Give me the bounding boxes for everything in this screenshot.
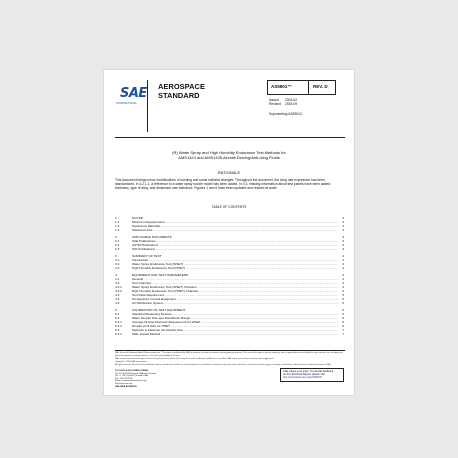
phone-2: Tel: +1 724-776-4970 (outside USA) xyxy=(115,375,149,378)
toc-number: 5.3 xyxy=(115,328,120,332)
toc-page: 5 xyxy=(342,312,344,316)
toc-title: Hazardous Materials ..... xyxy=(132,224,338,228)
issued-date: 2003-02 xyxy=(285,98,298,102)
toc-number: 5.1 xyxy=(115,312,120,316)
toc-number: 5.2.2 xyxy=(115,324,122,328)
header-divider xyxy=(115,137,345,138)
toc-title: Test Chamber ..... xyxy=(132,281,338,285)
toc-title: General ..... xyxy=(132,277,338,281)
toc-page: 5 xyxy=(342,293,344,297)
document-header xyxy=(115,80,345,142)
toc-title: Methods to Measure the Droplet Size ..... xyxy=(132,328,338,332)
toc-number: 4.2.2 xyxy=(115,289,122,293)
toc-row[interactable] xyxy=(115,228,344,232)
toc-title: APPLICABLE DOCUMENTS xyxy=(132,235,172,239)
toc-number: 4.3 xyxy=(115,293,120,297)
order-heading: TO PLACE A DOCUMENT ORDER: xyxy=(115,370,149,372)
copyright-line: Copyright © 2018 SAE International xyxy=(115,360,147,363)
issued-label: Issued xyxy=(269,98,279,102)
toc-page: 6 xyxy=(342,316,344,320)
toc-number: 2.2 xyxy=(115,243,120,247)
toc-page: 4 xyxy=(342,289,344,293)
toc-title: SAE Publications ..... xyxy=(132,239,338,243)
toc-page: 3 xyxy=(342,247,344,251)
page-title xyxy=(158,82,205,100)
toc-page: 4 xyxy=(342,281,344,285)
document-page xyxy=(104,70,354,395)
toc-title: Introduction ..... xyxy=(132,258,338,262)
revision-box xyxy=(307,80,336,95)
toc-number: 2.1 xyxy=(115,239,120,243)
toc-page: 5 xyxy=(342,308,344,312)
logo-subtext: INTERNATIONAL xyxy=(116,102,138,105)
toc-title: Temperature Control Equipment ..... xyxy=(132,297,338,301)
order-contact xyxy=(115,370,235,386)
toc-heading: TABLE OF CONTENTS xyxy=(211,205,247,209)
title-line-2: STANDARD xyxy=(158,91,200,100)
toc-title: ASTM Publications ..... xyxy=(132,243,338,247)
fax: Fax: 724-776-0790 xyxy=(115,377,133,380)
toc-number: 2.3 xyxy=(115,247,120,251)
toc-row[interactable] xyxy=(115,332,344,336)
toc-title: Air Distribution System ..... xyxy=(132,301,338,305)
toc-title: Test Plate Requirement ..... xyxy=(132,293,338,297)
toc-page: 4 xyxy=(342,277,344,281)
toc-title: High Humidity Endurance Test (HHET) Chamber ..... xyxy=(132,289,338,293)
rationale-text: This document brings minor modifications of wording and some editorial changes. Throughout the document, the icing rate expression has been standardized. In 4.2.1.1, a reference to a water spray nozzle model has been added. In 4.3, missing information about test panels have been added, thickness, type of alloy, and dimension size tolerance. Figures 1 and 6 have been updated and resized at scale. xyxy=(115,178,331,191)
toc-page: 3 xyxy=(342,228,344,232)
document-title-line-1: (R) Water Spray and High Humidity Endurance Test Methods for xyxy=(172,150,286,155)
toc-number: 5.2.1 xyxy=(115,320,122,324)
feedback-box xyxy=(280,368,344,382)
toc-number: 5.2 xyxy=(115,316,120,320)
toc-title: SUMMARY OF TEST xyxy=(132,254,162,258)
toc-page: 6 xyxy=(342,324,344,328)
toc-page: 3 xyxy=(342,224,344,228)
toc-number: 1. xyxy=(115,216,118,220)
phone-1: Tel: 877-606-7323 (inside USA and Canada) xyxy=(115,372,156,375)
legal-notice-p4: All rights reserved. No part of this publication may be reproduced, stored in a retrieval system or transmitted, in any form or by any means, electronic, mechanical, photocopying, recording, or otherwise, without the prior written permission of SAE. xyxy=(115,363,332,366)
toc-number: 1.3 xyxy=(115,228,120,232)
toc-title: Standard Measuring Devices ..... xyxy=(132,312,338,316)
toc-row[interactable] xyxy=(115,301,344,305)
revised-date: 2018-09 xyxy=(285,102,298,107)
toc-page: 3 xyxy=(342,243,344,247)
email[interactable]: Email: CustomerService@sae.org xyxy=(115,380,147,383)
toc-number: 3.3 xyxy=(115,266,120,270)
toc-title: Average Droplet Diameter Requirement for WSET ..... xyxy=(132,320,338,324)
toc-page: 4 xyxy=(342,273,344,277)
web-address-label: SAE WEB ADDRESS: xyxy=(115,386,138,388)
feedback-line-2: on this Technical Report, please visit xyxy=(283,373,325,377)
toc-title: SCOPE xyxy=(132,216,143,220)
toc-title: Water Spray Endurance Test (WSET) Chamber ..... xyxy=(132,285,338,289)
toc-page: 3 xyxy=(342,235,344,239)
toc-number: 1.1 xyxy=(115,220,120,224)
toc-row[interactable] xyxy=(115,247,344,251)
toc-number: 3.2 xyxy=(115,262,120,266)
toc-number: 4.5 xyxy=(115,301,120,305)
legal-notice xyxy=(115,352,344,367)
toc-page: 7 xyxy=(342,332,344,336)
toc-title: Droplet Limit Size for HHET ..... xyxy=(132,324,338,328)
footer-divider xyxy=(115,350,345,351)
toc-title: Slide Impact Method ..... xyxy=(132,332,338,336)
toc-title: Minimum Requirements ..... xyxy=(132,220,338,224)
table-of-contents xyxy=(115,213,344,336)
document-title-line-2: AMS1424 and AMS1428 Aircraft Deicing/Anti-Icing Fluids xyxy=(178,155,280,160)
toc-number: 4.1 xyxy=(115,277,120,281)
revision-label: REV. D xyxy=(313,84,328,89)
toc-page: 3 xyxy=(342,239,344,243)
toc-number: 5. xyxy=(115,308,118,312)
toc-title: CALIBRATION OF TEST EQUIPMENT xyxy=(132,308,186,312)
feedback-line-1: SAE values your input. To provide feedback xyxy=(283,370,334,373)
title-line-1: AEROSPACE xyxy=(158,82,205,91)
logo-text: SAE xyxy=(120,86,147,101)
toc-page: 3 xyxy=(342,216,344,220)
toc-page: 5 xyxy=(342,297,344,301)
standard-number-box xyxy=(267,80,309,95)
sae-logo xyxy=(115,80,148,132)
toc-page: 4 xyxy=(342,266,344,270)
legal-notice-p2: SAE reviews each technical report at least every five years at which time it may be revised, reaffirmed, stabilized, or cancelled. SAE invites your written comments and suggestions. xyxy=(115,357,275,360)
revised-label: Revised xyxy=(269,102,281,107)
toc-title: ISO Publications ..... xyxy=(132,247,338,251)
website-link[interactable]: http://www.sae.org xyxy=(115,382,133,385)
toc-page: 4 xyxy=(342,254,344,258)
toc-number: 4.2 xyxy=(115,281,120,285)
toc-number: 4. xyxy=(115,273,118,277)
standard-number: AS5901™ xyxy=(271,84,292,89)
toc-page: 6 xyxy=(342,320,344,324)
toc-title: Water Droplet Size and Distribution Range ..... xyxy=(132,316,338,320)
toc-page: 4 xyxy=(342,262,344,266)
toc-page: 7 xyxy=(342,328,344,332)
toc-number: 1.2 xyxy=(115,224,120,228)
toc-page: 3 xyxy=(342,220,344,224)
toc-number: 4.4 xyxy=(115,297,120,301)
legal-notice-p1: SAE Technical Standards Board Rules provide that: "This report is published by SAE to advance the state of technical and engineering sciences. The use of this report is entirely voluntary, and its applicability and suitability for any particular use, including any patent infringement arising therefrom, is the sole responsibility of the user." xyxy=(115,352,343,357)
toc-page: 4 xyxy=(342,285,344,289)
feedback-link[interactable]: http://standards.sae.org/AS5901D xyxy=(283,376,323,380)
toc-number: 5.3.1 xyxy=(115,332,122,336)
toc-number: 4.2.1 xyxy=(115,285,122,289)
toc-title: Standard Units ..... xyxy=(132,228,338,232)
toc-page: 5 xyxy=(342,301,344,305)
toc-title: High Humidity Endurance Test (HHET) ..... xyxy=(132,266,338,270)
toc-row[interactable] xyxy=(115,266,344,270)
issue-dates xyxy=(269,98,297,107)
toc-number: 3.1 xyxy=(115,258,120,262)
toc-title: Water Spray Endurance Test (WSET) ..... xyxy=(132,262,338,266)
toc-title: EQUIPMENT AND TEST PARAMETERS xyxy=(132,273,189,277)
toc-page: 4 xyxy=(342,258,344,262)
superseding-note: Superseding AS5901C xyxy=(269,112,303,116)
rationale-heading: RATIONALE xyxy=(217,170,241,175)
document-title xyxy=(104,150,354,160)
toc-number: 2. xyxy=(115,235,118,239)
toc-number: 3. xyxy=(115,254,118,258)
